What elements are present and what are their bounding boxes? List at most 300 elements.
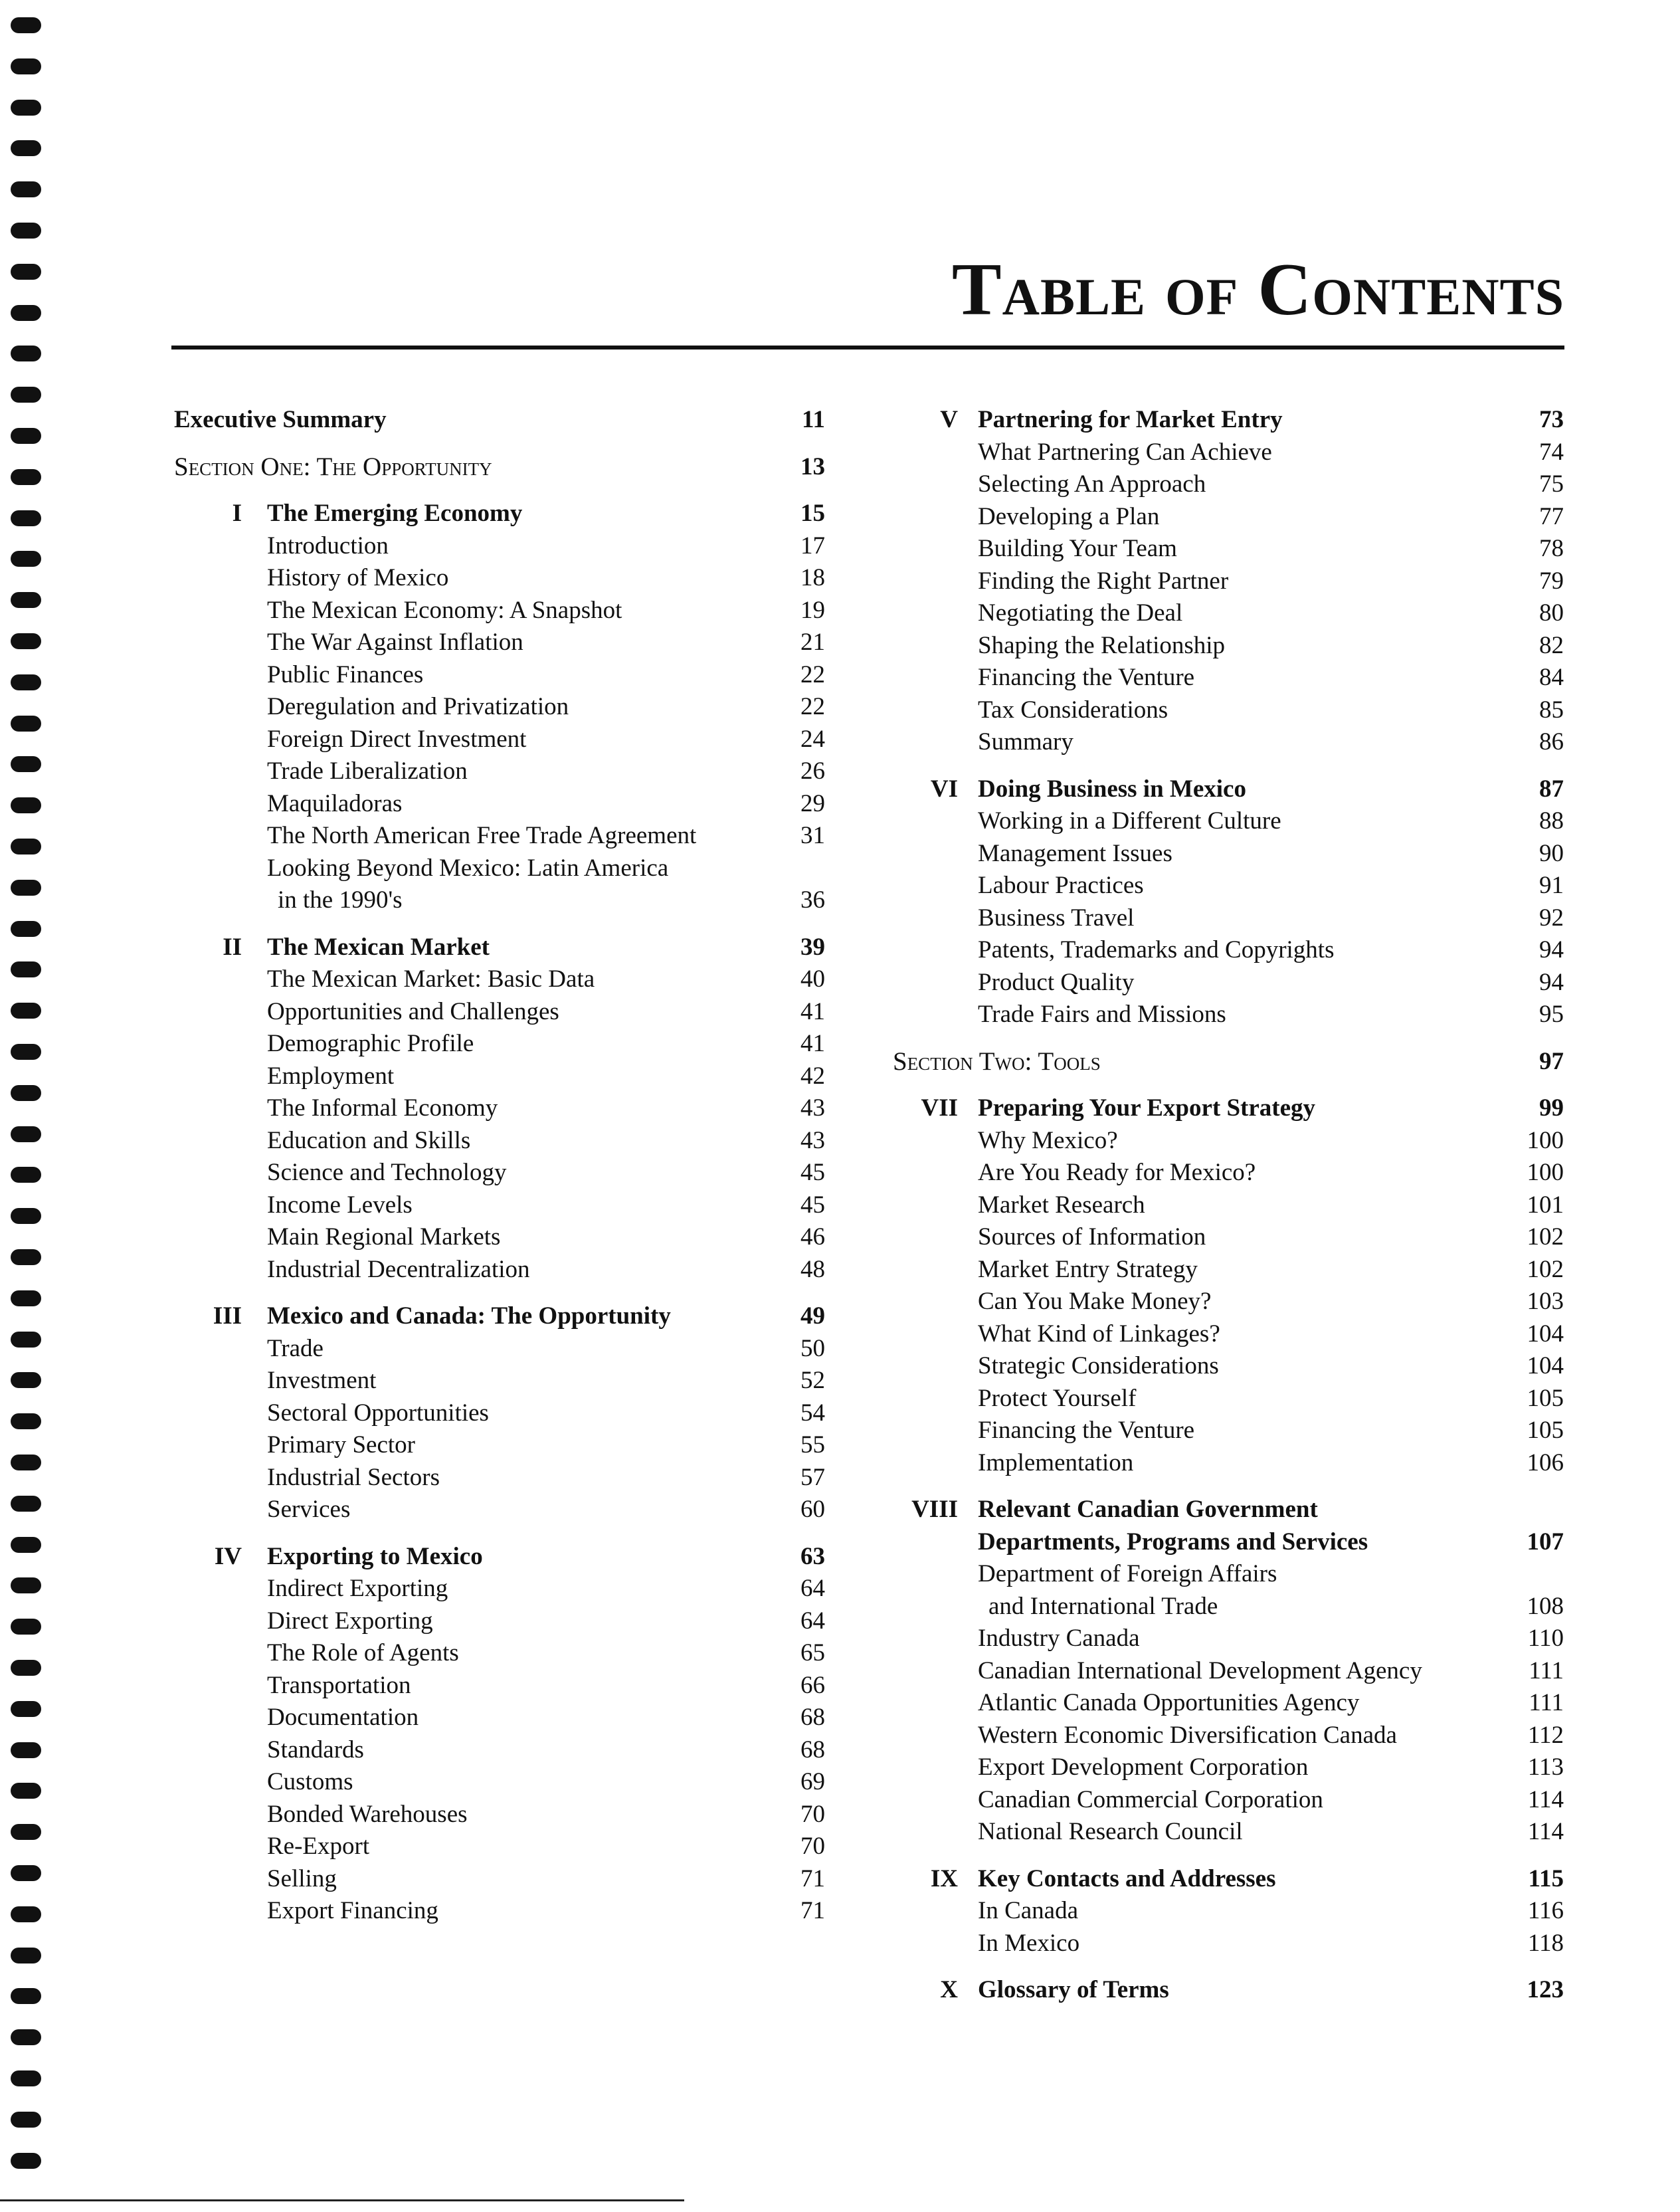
toc-gap bbox=[174, 437, 825, 451]
toc-label: Income Levels bbox=[267, 1191, 413, 1219]
toc-label: Departments, Programs and Services bbox=[978, 1528, 1368, 1556]
toc-page-number: 70 bbox=[800, 1800, 825, 1828]
toc-page-number: 116 bbox=[1527, 1897, 1564, 1924]
toc-label: Building Your Team bbox=[978, 535, 1177, 562]
toc-label: Direct Exporting bbox=[267, 1607, 433, 1635]
binding-hole bbox=[11, 839, 41, 855]
toc-page-number: 71 bbox=[800, 1864, 825, 1892]
toc-label: The Role of Agents bbox=[267, 1639, 459, 1666]
toc-label: The North American Free Trade Agreement bbox=[267, 822, 697, 849]
toc-entry bbox=[893, 1784, 1564, 1817]
toc-page-number: 41 bbox=[800, 1030, 825, 1057]
toc-gap bbox=[893, 759, 1564, 773]
toc-label: Management Issues bbox=[978, 839, 1172, 867]
toc-page-number: 74 bbox=[1539, 438, 1564, 466]
toc-label: Section One: The Opportunity bbox=[174, 452, 492, 481]
binding-hole bbox=[11, 510, 41, 526]
toc-label: Trade Liberalization bbox=[267, 757, 468, 785]
toc-page-number: 24 bbox=[800, 725, 825, 753]
toc-label: Trade bbox=[267, 1334, 324, 1362]
toc-chapter bbox=[893, 1974, 1564, 2007]
toc-chapter bbox=[174, 498, 825, 530]
toc-entry bbox=[893, 1928, 1564, 1960]
toc-entry bbox=[893, 468, 1564, 501]
toc-page-number: 57 bbox=[800, 1463, 825, 1491]
binding-hole bbox=[11, 551, 41, 567]
chapter-number: VII bbox=[921, 1094, 958, 1122]
toc-page-number: 113 bbox=[1527, 1754, 1564, 1781]
toc-label: The Mexican Market bbox=[267, 933, 490, 961]
toc-entry bbox=[893, 967, 1564, 999]
binding-hole bbox=[11, 1085, 41, 1101]
toc-page-number: 114 bbox=[1527, 1785, 1564, 1813]
toc-section bbox=[174, 451, 825, 484]
toc-label: Primary Sector bbox=[267, 1431, 415, 1458]
toc-gap bbox=[893, 1031, 1564, 1046]
binding-hole bbox=[11, 1660, 41, 1676]
toc-page-number: 103 bbox=[1527, 1288, 1564, 1315]
binding-hole bbox=[11, 2153, 41, 2169]
toc-label: Department of Foreign Affairs bbox=[978, 1560, 1277, 1587]
toc-page-number: 111 bbox=[1529, 1657, 1564, 1684]
binding-hole bbox=[11, 716, 41, 732]
toc-page-number: 86 bbox=[1539, 728, 1564, 755]
toc-label: Partnering for Market Entry bbox=[978, 406, 1283, 433]
toc-label: What Kind of Linkages? bbox=[978, 1320, 1220, 1348]
toc-label: Science and Technology bbox=[267, 1159, 507, 1186]
toc-entry bbox=[893, 1254, 1564, 1286]
toc-page-number: 39 bbox=[800, 933, 825, 961]
toc-entry bbox=[893, 1655, 1564, 1688]
toc-label: Industrial Decentralization bbox=[267, 1255, 530, 1283]
binding-hole bbox=[11, 1126, 41, 1142]
toc-entry bbox=[174, 1734, 825, 1767]
toc-page-number: 70 bbox=[800, 1833, 825, 1860]
toc-entry bbox=[174, 659, 825, 692]
toc-page-number: 100 bbox=[1527, 1159, 1564, 1186]
toc-entry bbox=[174, 1637, 825, 1670]
binding-hole bbox=[11, 1167, 41, 1183]
binding-hole bbox=[11, 17, 41, 33]
toc-entry bbox=[893, 501, 1564, 534]
toc-left-column bbox=[174, 404, 825, 1928]
toc-entry bbox=[174, 1092, 825, 1125]
binding-hole bbox=[11, 961, 41, 977]
toc-entry bbox=[893, 1318, 1564, 1351]
toc-label: In Canada bbox=[978, 1897, 1079, 1924]
binding-hole bbox=[11, 1865, 41, 1881]
toc-page-number: 65 bbox=[800, 1639, 825, 1666]
toc-page-number: 60 bbox=[800, 1496, 825, 1523]
toc-entry bbox=[893, 999, 1564, 1031]
toc-label: Main Regional Markets bbox=[267, 1223, 501, 1251]
toc-label: Tax Considerations bbox=[978, 696, 1168, 724]
binding-hole bbox=[11, 387, 41, 403]
toc-chapter bbox=[893, 1494, 1564, 1526]
toc-label: Shaping the Relationship bbox=[978, 631, 1226, 659]
toc-chapter bbox=[893, 1863, 1564, 1896]
toc-entry bbox=[893, 1189, 1564, 1222]
toc-entry bbox=[174, 1028, 825, 1060]
binding-hole bbox=[11, 1948, 41, 1963]
toc-page-number: 101 bbox=[1527, 1191, 1564, 1219]
toc-page-number: 18 bbox=[800, 564, 825, 591]
toc-entry bbox=[893, 597, 1564, 630]
toc-page-number: 90 bbox=[1539, 839, 1564, 867]
toc-entry bbox=[893, 1752, 1564, 1784]
toc-page-number: 95 bbox=[1539, 1001, 1564, 1028]
toc-label: Services bbox=[267, 1496, 351, 1523]
toc-label: History of Mexico bbox=[267, 564, 449, 591]
toc-page-number: 52 bbox=[800, 1367, 825, 1394]
toc-page-number: 102 bbox=[1527, 1223, 1564, 1251]
binding-hole bbox=[11, 1619, 41, 1635]
binding-hole bbox=[11, 2029, 41, 2045]
toc-page-number: 77 bbox=[1539, 502, 1564, 530]
toc-entry bbox=[893, 838, 1564, 870]
toc-entry bbox=[174, 562, 825, 595]
chapter-number: II bbox=[223, 933, 242, 961]
binding-hole bbox=[11, 1783, 41, 1799]
toc-page-number: 45 bbox=[800, 1191, 825, 1219]
chapter-number: VIII bbox=[911, 1496, 958, 1523]
toc-right-column bbox=[893, 404, 1564, 2007]
toc-entry bbox=[174, 1221, 825, 1254]
binding-hole bbox=[11, 1906, 41, 1922]
toc-section bbox=[893, 1046, 1564, 1078]
toc-page-number: 69 bbox=[800, 1768, 825, 1795]
toc-entry bbox=[893, 902, 1564, 935]
toc-chapter bbox=[174, 932, 825, 964]
toc-page-number: 97 bbox=[1539, 1047, 1564, 1075]
toc-page-number: 73 bbox=[1539, 406, 1564, 433]
spiral-binding bbox=[0, 0, 60, 2212]
toc-entry bbox=[893, 1286, 1564, 1318]
toc-label: Public Finances bbox=[267, 660, 424, 688]
toc-page-number: 71 bbox=[800, 1897, 825, 1924]
toc-page-number: 31 bbox=[800, 822, 825, 849]
toc-page-number: 82 bbox=[1539, 631, 1564, 659]
toc-label: Canadian Commercial Corporation bbox=[978, 1785, 1323, 1813]
toc-label: The War Against Inflation bbox=[267, 629, 523, 656]
toc-entry bbox=[893, 1415, 1564, 1447]
toc-entry bbox=[174, 1494, 825, 1526]
toc-label: Market Research bbox=[978, 1191, 1145, 1219]
toc-page-number: 42 bbox=[800, 1062, 825, 1090]
toc-label: What Partnering Can Achieve bbox=[978, 438, 1272, 466]
toc-entry bbox=[174, 1670, 825, 1702]
toc-entry bbox=[893, 662, 1564, 694]
toc-entry bbox=[174, 1766, 825, 1799]
binding-hole bbox=[11, 674, 41, 690]
binding-hole bbox=[11, 469, 41, 485]
toc-label: Section Two: Tools bbox=[893, 1047, 1101, 1076]
toc-page-number: 111 bbox=[1529, 1689, 1564, 1716]
toc-entry bbox=[893, 694, 1564, 727]
page-title: Table of Contents bbox=[951, 249, 1564, 331]
toc-entry bbox=[893, 934, 1564, 967]
toc-entry bbox=[893, 1623, 1564, 1655]
toc-page-number: 88 bbox=[1539, 807, 1564, 835]
toc-entry bbox=[174, 1254, 825, 1286]
toc-page-number: 54 bbox=[800, 1399, 825, 1427]
toc-entry bbox=[174, 1799, 825, 1831]
toc-label: Strategic Considerations bbox=[978, 1352, 1219, 1379]
toc-label: Product Quality bbox=[978, 968, 1135, 996]
toc-top bbox=[174, 404, 825, 437]
toc-page-number: 80 bbox=[1539, 599, 1564, 627]
toc-label: Re-Export bbox=[267, 1833, 370, 1860]
toc-label: Implementation bbox=[978, 1449, 1134, 1476]
toc-page-number: 48 bbox=[800, 1255, 825, 1283]
toc-label: Industrial Sectors bbox=[267, 1463, 440, 1491]
toc-page-number: 64 bbox=[800, 1607, 825, 1635]
toc-page-number: 55 bbox=[800, 1431, 825, 1458]
toc-entry bbox=[893, 1720, 1564, 1752]
binding-hole bbox=[11, 2112, 41, 2128]
toc-page-number: 94 bbox=[1539, 968, 1564, 996]
toc-label: Export Development Corporation bbox=[978, 1754, 1309, 1781]
toc-page-number: 123 bbox=[1527, 1976, 1564, 2003]
binding-hole bbox=[11, 1372, 41, 1388]
binding-hole bbox=[11, 797, 41, 813]
binding-hole bbox=[11, 1044, 41, 1060]
toc-entry bbox=[893, 565, 1564, 598]
toc-chapter bbox=[893, 773, 1564, 806]
toc-label: Sectoral Opportunities bbox=[267, 1399, 489, 1427]
toc-label: In Mexico bbox=[978, 1929, 1080, 1957]
binding-hole bbox=[11, 1988, 41, 2004]
toc-page-number: 46 bbox=[800, 1223, 825, 1251]
toc-label: Employment bbox=[267, 1062, 395, 1090]
toc-entry bbox=[893, 726, 1564, 759]
toc-entry bbox=[174, 1429, 825, 1462]
toc-label: Bonded Warehouses bbox=[267, 1800, 468, 1828]
toc-label: Are You Ready for Mexico? bbox=[978, 1159, 1256, 1186]
toc-label: Opportunities and Challenges bbox=[267, 997, 559, 1025]
binding-hole bbox=[11, 2070, 41, 2086]
toc-label: Glossary of Terms bbox=[978, 1976, 1169, 2003]
toc-gap bbox=[174, 1526, 825, 1541]
binding-hole bbox=[11, 633, 41, 649]
toc-label: Preparing Your Export Strategy bbox=[978, 1094, 1316, 1122]
toc-label: Investment bbox=[267, 1367, 377, 1394]
toc-label: Finding the Right Partner bbox=[978, 567, 1229, 595]
toc-entry bbox=[893, 533, 1564, 565]
toc-label: Patents, Trademarks and Copyrights bbox=[978, 936, 1335, 963]
chapter-number: III bbox=[213, 1302, 242, 1330]
toc-label: The Mexican Market: Basic Data bbox=[267, 965, 595, 993]
toc-entry bbox=[893, 1157, 1564, 1189]
toc-page-number: 105 bbox=[1527, 1384, 1564, 1412]
toc-page-number: 99 bbox=[1539, 1094, 1564, 1122]
binding-hole bbox=[11, 921, 41, 937]
toc-entry bbox=[174, 1333, 825, 1365]
bottom-edge-line bbox=[0, 2199, 684, 2201]
toc-page-number: 43 bbox=[800, 1126, 825, 1154]
toc-page-number: 21 bbox=[800, 629, 825, 656]
toc-entry bbox=[174, 724, 825, 756]
binding-hole bbox=[11, 1701, 41, 1717]
toc-entry bbox=[174, 595, 825, 627]
toc-entry bbox=[893, 1350, 1564, 1383]
toc-page-number: 50 bbox=[800, 1334, 825, 1362]
toc-gap bbox=[174, 917, 825, 932]
toc-entry bbox=[174, 1895, 825, 1928]
toc-entry bbox=[893, 870, 1564, 902]
toc-label: Protect Yourself bbox=[978, 1384, 1137, 1412]
toc-page-number: 11 bbox=[802, 406, 825, 433]
toc-entry bbox=[174, 1157, 825, 1189]
toc-gap bbox=[893, 1078, 1564, 1092]
toc-gap bbox=[174, 483, 825, 498]
binding-hole bbox=[11, 756, 41, 772]
toc-entry bbox=[174, 820, 825, 853]
toc-entry bbox=[893, 1687, 1564, 1720]
toc-entry bbox=[893, 1816, 1564, 1849]
toc-page-number: 40 bbox=[800, 965, 825, 993]
toc-entry bbox=[893, 1383, 1564, 1415]
toc-entry bbox=[893, 1558, 1564, 1591]
toc-page-number: 63 bbox=[800, 1542, 825, 1570]
binding-hole bbox=[11, 223, 41, 239]
toc-label: and International Trade bbox=[988, 1592, 1218, 1620]
toc-entry bbox=[174, 788, 825, 821]
toc-label: Education and Skills bbox=[267, 1126, 471, 1154]
toc-page-number: 85 bbox=[1539, 696, 1564, 724]
binding-hole bbox=[11, 305, 41, 321]
toc-label: Deregulation and Privatization bbox=[267, 693, 569, 720]
toc-page-number: 49 bbox=[800, 1302, 825, 1330]
toc-label: Standards bbox=[267, 1736, 364, 1763]
toc-gap bbox=[893, 1479, 1564, 1494]
toc-label: Indirect Exporting bbox=[267, 1575, 448, 1602]
toc-label: National Research Council bbox=[978, 1818, 1243, 1845]
toc-label: Export Financing bbox=[267, 1897, 438, 1924]
toc-page-number: 102 bbox=[1527, 1255, 1564, 1283]
toc-entry bbox=[893, 630, 1564, 662]
toc-page-number: 68 bbox=[800, 1704, 825, 1731]
toc-entry bbox=[174, 1060, 825, 1093]
toc-gap bbox=[174, 1286, 825, 1300]
binding-hole bbox=[11, 181, 41, 197]
toc-label: Industry Canada bbox=[978, 1625, 1140, 1652]
toc-label: Why Mexico? bbox=[978, 1126, 1118, 1154]
toc-entry bbox=[174, 1189, 825, 1222]
toc-label: Financing the Venture bbox=[978, 664, 1195, 691]
toc-entry bbox=[893, 805, 1564, 838]
binding-hole bbox=[11, 1742, 41, 1758]
toc-label: Negotiating the Deal bbox=[978, 599, 1183, 627]
binding-hole bbox=[11, 1249, 41, 1265]
toc-page-number: 29 bbox=[800, 789, 825, 817]
toc-entry bbox=[174, 1462, 825, 1494]
toc-entry bbox=[174, 755, 825, 788]
toc-entry bbox=[174, 1702, 825, 1734]
toc-entry bbox=[893, 1895, 1564, 1928]
toc-label: Key Contacts and Addresses bbox=[978, 1864, 1276, 1892]
toc-gap bbox=[893, 1849, 1564, 1863]
toc-entry bbox=[174, 853, 825, 885]
binding-hole bbox=[11, 1537, 41, 1553]
toc-label: Financing the Venture bbox=[978, 1417, 1195, 1444]
toc-label: Labour Practices bbox=[978, 872, 1144, 899]
toc-page-number: 26 bbox=[800, 757, 825, 785]
toc-label: in the 1990's bbox=[278, 886, 403, 914]
toc-page-number: 79 bbox=[1539, 567, 1564, 595]
toc-label: Business Travel bbox=[978, 904, 1135, 932]
toc-page-number: 118 bbox=[1527, 1929, 1564, 1957]
toc-chapter bbox=[893, 404, 1564, 437]
binding-hole bbox=[11, 58, 41, 74]
toc-label: Sources of Information bbox=[978, 1223, 1206, 1251]
binding-hole bbox=[11, 592, 41, 608]
toc-page-number: 106 bbox=[1527, 1449, 1564, 1476]
toc-page-number: 104 bbox=[1527, 1320, 1564, 1348]
toc-label: The Informal Economy bbox=[267, 1094, 498, 1122]
toc-label: Selling bbox=[267, 1864, 337, 1892]
toc-entry bbox=[174, 963, 825, 996]
binding-hole bbox=[11, 1455, 41, 1470]
title-rule bbox=[171, 346, 1564, 350]
toc-page-number: 19 bbox=[800, 596, 825, 624]
toc-page-number: 104 bbox=[1527, 1352, 1564, 1379]
toc-label: Documentation bbox=[267, 1704, 419, 1731]
toc-label: Trade Fairs and Missions bbox=[978, 1001, 1226, 1028]
toc-label: Maquiladoras bbox=[267, 789, 403, 817]
toc-label: Looking Beyond Mexico: Latin America bbox=[267, 854, 669, 882]
toc-label: Doing Business in Mexico bbox=[978, 775, 1246, 803]
toc-page-number: 91 bbox=[1539, 872, 1564, 899]
toc-page-number: 100 bbox=[1527, 1126, 1564, 1154]
toc-label: Transportation bbox=[267, 1671, 411, 1699]
toc-page-number: 13 bbox=[800, 452, 825, 480]
binding-hole bbox=[11, 100, 41, 116]
toc-page-number: 105 bbox=[1527, 1417, 1564, 1444]
toc-entry bbox=[174, 627, 825, 659]
binding-hole bbox=[11, 1003, 41, 1019]
toc-page-number: 41 bbox=[800, 997, 825, 1025]
toc-page-number: 114 bbox=[1527, 1818, 1564, 1845]
toc-label: Western Economic Diversification Canada bbox=[978, 1721, 1397, 1749]
binding-hole bbox=[11, 1496, 41, 1512]
toc-chapter bbox=[174, 1300, 825, 1333]
binding-hole bbox=[11, 880, 41, 896]
toc-page-number: 17 bbox=[800, 532, 825, 559]
toc-label: Developing a Plan bbox=[978, 502, 1160, 530]
toc-page-number: 68 bbox=[800, 1736, 825, 1763]
toc-page-number: 115 bbox=[1528, 1864, 1564, 1892]
chapter-number: I bbox=[232, 500, 242, 527]
toc-page-number: 45 bbox=[800, 1159, 825, 1186]
toc-entry bbox=[174, 1397, 825, 1430]
toc-label: Can You Make Money? bbox=[978, 1288, 1212, 1315]
chapter-number: IX bbox=[930, 1864, 958, 1892]
toc-page-number: 107 bbox=[1527, 1528, 1564, 1556]
binding-hole bbox=[11, 1332, 41, 1348]
toc-entry bbox=[174, 996, 825, 1029]
toc-chapter bbox=[893, 1092, 1564, 1125]
binding-hole bbox=[11, 428, 41, 444]
toc-entry bbox=[893, 1591, 1564, 1623]
toc-entry bbox=[174, 1573, 825, 1605]
binding-hole bbox=[11, 264, 41, 280]
toc-label: Demographic Profile bbox=[267, 1030, 474, 1057]
toc-page-number: 64 bbox=[800, 1575, 825, 1602]
toc-page-number: 22 bbox=[800, 693, 825, 720]
toc-page-number: 43 bbox=[800, 1094, 825, 1122]
toc-label: Atlantic Canada Opportunities Agency bbox=[978, 1689, 1360, 1716]
